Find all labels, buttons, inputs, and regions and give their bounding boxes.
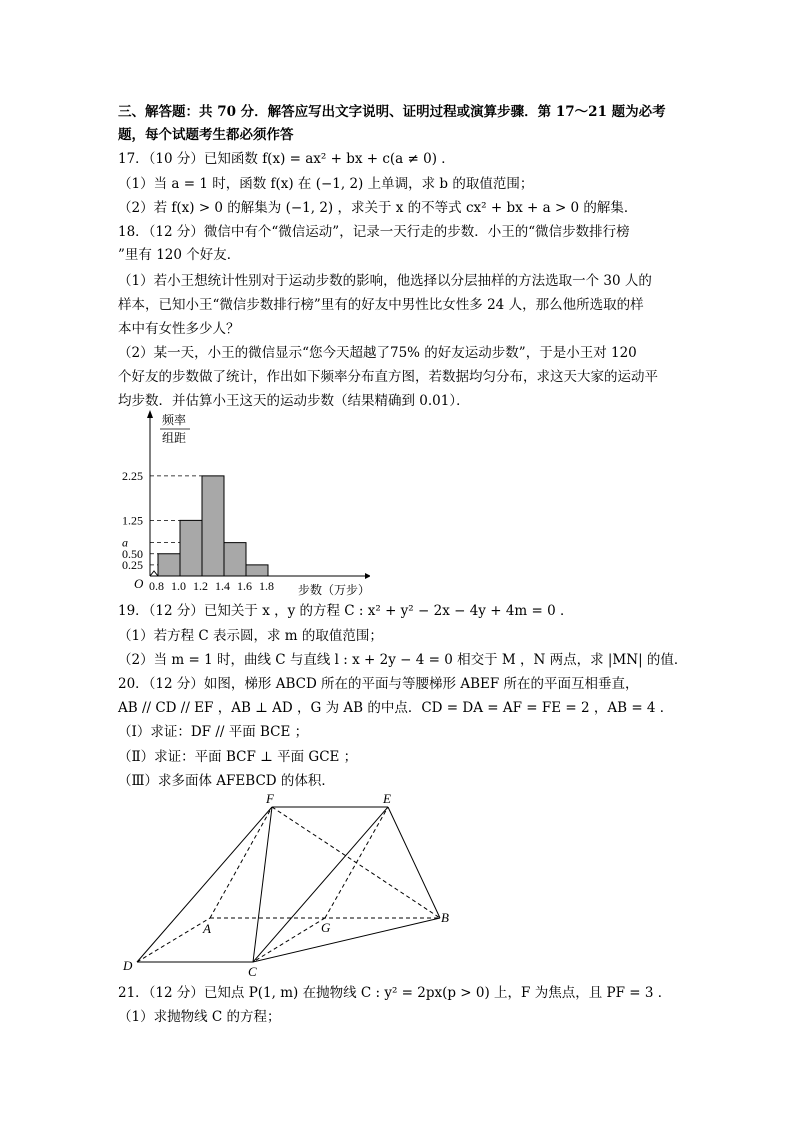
- q20-part2: （Ⅱ）求证：平面 BCF ⊥ 平面 GCE ；: [118, 749, 358, 765]
- point-label-B: B: [441, 910, 449, 925]
- histogram-bar: [202, 476, 224, 576]
- q17-part1: （1）当 a = 1 时，函数 f(x) 在 (−1, 2) 上单调，求 b 的取值范围；: [118, 176, 534, 192]
- q20-part1: （Ⅰ）求证：DF // 平面 BCE ；: [118, 724, 309, 740]
- x-tick-label: 1.8: [259, 579, 274, 593]
- x-axis-label: 步数（万步）: [298, 583, 370, 597]
- edge-GC: [253, 918, 325, 962]
- y-tick-label: a: [122, 535, 128, 550]
- q20-stem-line-1: 20．（12 分）如图，梯形 ABCD 所在的平面与等腰梯形 ABEF 所在的平面互相垂直，: [118, 676, 639, 692]
- x-tick-label: 1.0: [171, 579, 186, 593]
- y-tick-label: 2.25: [122, 468, 143, 483]
- origin-label: O: [134, 576, 144, 591]
- q21-stem: 21．（12 分）已知点 P(1, m) 在抛物线 C : y² = 2px(p > 0) 上，F 为焦点，且 PF = 3 ．: [118, 985, 672, 1001]
- section-heading-line-1: 三、解答题：共 70 分．解答应写出文字说明、证明过程或演算步骤．第 17～21 题为必考: [118, 104, 666, 120]
- y-axis-arrow: [147, 410, 153, 418]
- point-label-G: G: [321, 920, 331, 935]
- histogram-layer: [122, 410, 370, 597]
- q18-part1-line-3: 本中有女性多少人？: [118, 321, 240, 337]
- q20-part3: （Ⅲ）求多面体 AFEBCD 的体积．: [118, 773, 335, 789]
- q17-stem: 17．（10 分）已知函数 f(x) = ax² + bx + c(a ≠ 0) ．: [118, 151, 455, 167]
- y-label-bottom: 组距: [162, 431, 187, 445]
- edge-CF: [253, 807, 272, 962]
- q18-part2-line-3: 均步数．并估算小王这天的运动步数（结果精确到 0.01）．: [118, 393, 470, 409]
- section-heading-line-2: 题，每个试题考生都必须作答: [118, 127, 294, 143]
- edge-CE: [253, 807, 388, 962]
- x-tick-label: 1.6: [237, 579, 252, 593]
- q18-part1-line-2: 样本，已知小王“微信步数排行榜”里有的好友中男性比女性多 24 人，那么他所选取的样: [118, 297, 644, 313]
- point-label-D: D: [123, 958, 133, 973]
- q18-part2-line-1: （2）某一天，小王的微信显示“您今天超越了75% 的好友运动步数”，于是小王对 120: [118, 345, 637, 361]
- edge-AF: [210, 807, 272, 918]
- q18-part1-line-1: （1）若小王想统计性别对于运动步数的影响，他选择以分层抽样的方法选取一个 30 人的: [118, 273, 652, 289]
- q18-part2-line-2: 个好友的步数做了统计，作出如下频率分布直方图，若数据均匀分布，求这天大家的运动平: [118, 369, 658, 385]
- point-label-C: C: [248, 964, 257, 979]
- point-label-A: A: [203, 921, 211, 936]
- histogram-bar: [180, 520, 202, 576]
- y-tick-label: 0.50: [122, 546, 143, 561]
- q20-stem-line-2: AB // CD // EF ，AB ⊥ AD ，G 为 AB 的中点．CD = DA = AF = FE = 2 ，AB = 4 ．: [118, 700, 674, 716]
- q17-part2: （2）若 f(x) > 0 的解集为 (−1, 2) ，求关于 x 的不等式 cx² + bx + a > 0 的解集．: [118, 200, 638, 216]
- q21-part1: （1）求抛物线 C 的方程；: [118, 1009, 281, 1025]
- y-label-top: 频率: [162, 413, 187, 427]
- q19-part1: （1）若方程 C 表示圆，求 m 的取值范围；: [118, 628, 383, 644]
- histogram-bar: [158, 554, 180, 576]
- x-tick-label: 1.4: [215, 579, 230, 593]
- point-label-F: F: [266, 791, 274, 806]
- edge-DA: [137, 918, 210, 962]
- x-tick-label: 1.2: [193, 579, 208, 593]
- q18-stem-line-1: 18．（12 分）微信中有个“微信运动”，记录一天行走的步数．小王的“微信步数排行榜: [118, 224, 630, 240]
- histogram-bar: [224, 543, 246, 576]
- histogram-bar: [246, 565, 268, 576]
- edge-GE: [325, 807, 388, 918]
- x-tick-label: 0.8: [149, 579, 164, 593]
- frequency-histogram: [110, 408, 370, 600]
- polyhedron-diagram: [115, 790, 460, 980]
- x-axis-arrow: [365, 573, 370, 579]
- y-tick-label: 0.25: [122, 557, 143, 572]
- q19-part2: （2）当 m = 1 时，曲线 C 与直线 l : x + 2y − 4 = 0 相交于 M ，N 两点，求 |MN| 的值．: [118, 652, 688, 668]
- point-label-E: E: [383, 791, 391, 806]
- y-tick-label: 1.25: [122, 513, 143, 528]
- q18-stem-line-2: ”里有 120 个好友．: [118, 247, 241, 263]
- edge-CB: [253, 918, 440, 962]
- q19-stem: 19．（12 分）已知关于 x ，y 的方程 C : x² + y² − 2x − 4y + 4m = 0 ．: [118, 603, 574, 619]
- edge-DF: [137, 807, 272, 962]
- axis-break-mark: [150, 571, 158, 576]
